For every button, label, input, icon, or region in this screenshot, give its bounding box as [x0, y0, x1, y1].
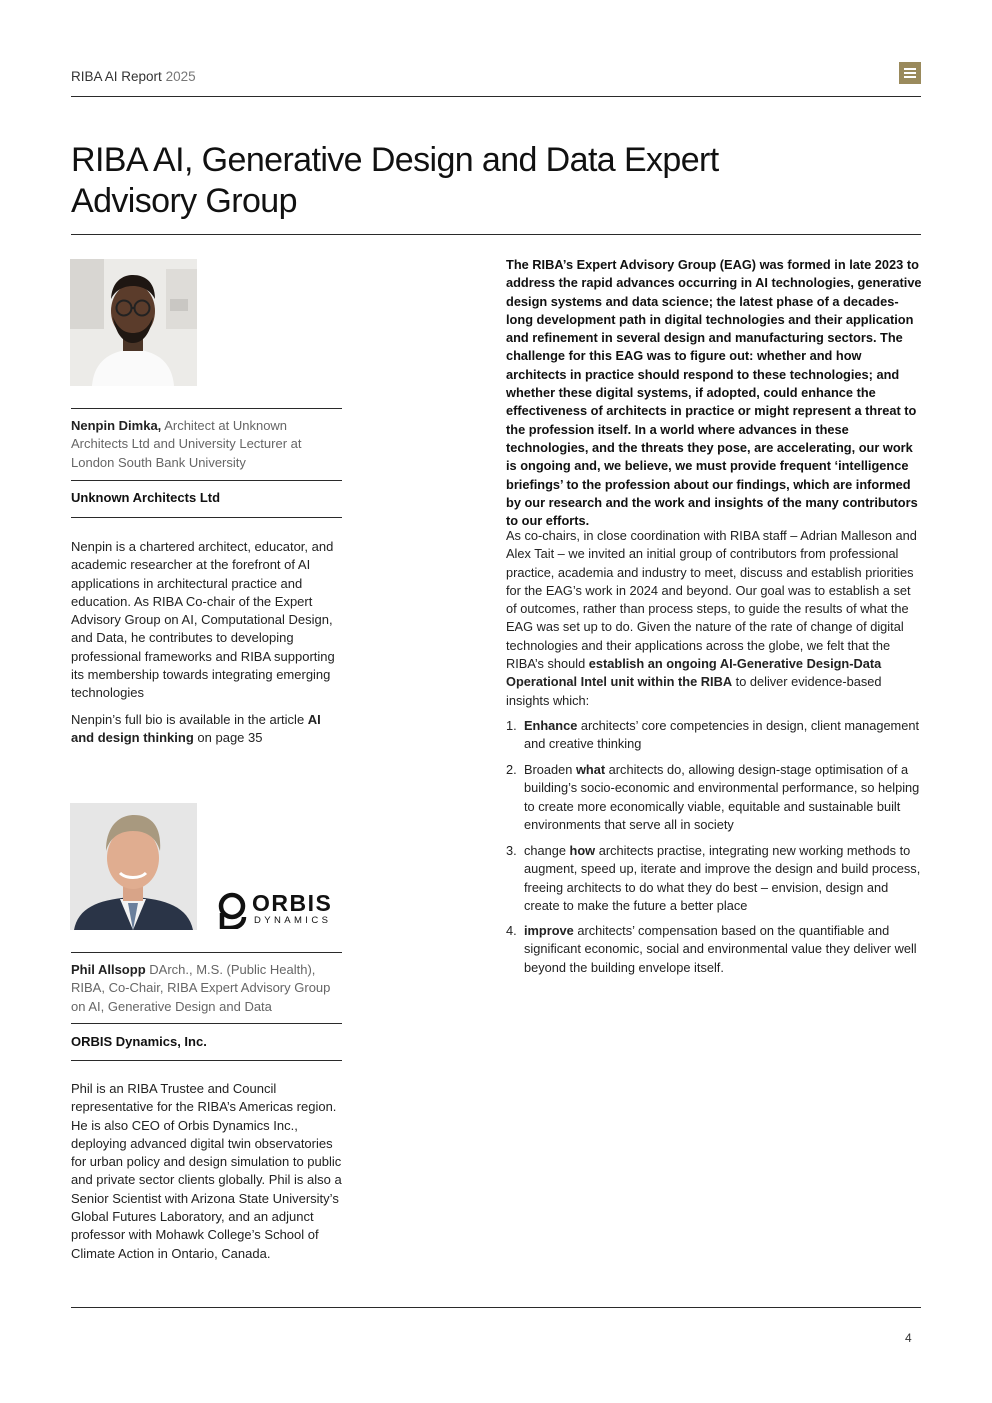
list-keyword: improve	[524, 923, 574, 938]
hamburger-menu-icon[interactable]	[899, 62, 921, 84]
list-number: 3.	[506, 843, 517, 858]
person1-bio-reference	[71, 711, 343, 748]
report-year: 2025	[165, 69, 196, 84]
page-title: RIBA AI, Generative Design and Data Expert Advisory Group	[71, 141, 719, 220]
list-text: architects do, allowing design-stage optimisation of a building’s socio-economic and environmental performance, so helping to create more economically viable, equitable and sustainable built environments that serve all in society	[524, 762, 920, 832]
orbis-dynamics-logo	[214, 890, 344, 930]
list-text: architects’ core competencies in design, client management and creative thinking	[524, 718, 920, 752]
logo-subtitle: DYNAMICS	[254, 915, 332, 926]
person2-role: DArch., M.S. (Public Health), RIBA, Co-Chair, RIBA Expert Advisory Group on AI, Generative Design and Data	[71, 962, 331, 1014]
person1-credit	[71, 417, 341, 472]
para2-bold: establish an ongoing AI-Generative Design-Data Operational Intel unit within the RIBA	[506, 656, 882, 690]
person1-divider-mid	[71, 480, 342, 481]
person2-divider-bottom	[71, 1060, 342, 1061]
logo-wordmark: ORBIS	[252, 890, 333, 916]
person2-org: ORBIS Dynamics, Inc.	[71, 1034, 207, 1049]
person1-divider-top	[71, 408, 342, 409]
list-keyword: what	[575, 762, 606, 777]
person2-name: Phil Allsopp	[71, 962, 146, 977]
para2-tail: to deliver evidence-based insights which:	[506, 674, 882, 708]
list-lead: change	[524, 843, 566, 858]
report-name: RIBA AI Report	[71, 69, 162, 84]
list-number: 4.	[506, 923, 517, 938]
person2-divider-mid	[71, 1023, 342, 1024]
person2-divider-top	[71, 952, 342, 953]
intro-paragraph: The RIBA’s Expert Advisory Group (EAG) was formed in late 2023 to address the rapid advances occurring in AI technologies, generative design systems and data science; the latest phase of a decades-long development path in digital technologies and their application and refinement in several design and manufacturing sectors. The challenge for this EAG was to figure out: whether and how architects in practice should respond to these technologies; and whether these digital systems, if adopted, could enhance the effectiveness of architects in practice or might represent a threat to the profession itself. In a world where advances in these technologies, and the threats they pose, are accelerating, our work is ongoing and, we believe, we must provide frequent ‘intelligence briefings’ to the profession about our findings, which are informed by our research and the work and insights of the many contributors to our efforts.	[506, 257, 922, 529]
bio-ref-article-link[interactable]: AI and design thinking	[71, 712, 321, 746]
bio-ref-page: on page 35	[197, 730, 263, 746]
list-keyword: how	[569, 843, 596, 858]
page-number: 4	[905, 1331, 912, 1345]
person1-divider-bottom	[71, 517, 342, 518]
bio-ref-text: Nenpin’s full bio is available in the article	[71, 712, 305, 727]
nenpin-dimka-photo	[70, 259, 197, 386]
list-lead: Broaden	[524, 762, 573, 777]
list-number: 1.	[506, 718, 517, 733]
person1-bio: Nenpin is a chartered architect, educator, and academic researcher at the forefront of AI applications in architectural practice and education. As RIBA Co-chair of the Expert Advisory Group on AI, Computational Design, and Data, he contributes to developing professional frameworks and RIBA supporting its membership towards integrating emerging technologies	[71, 539, 335, 701]
footer-divider	[71, 1307, 921, 1308]
list-keyword: Enhance	[524, 718, 578, 733]
list-text: architects’ compensation based on the quantifiable and significant economic, social and environmental value they deliver well beyond the building envelope itself.	[524, 923, 917, 975]
orbis-mark-icon	[214, 891, 250, 929]
header-divider	[71, 96, 921, 97]
list-number: 2.	[506, 762, 517, 777]
title-divider	[71, 234, 921, 235]
list-item	[506, 717, 924, 754]
running-header	[71, 69, 196, 84]
person2-bio: Phil is an RIBA Trustee and Council representative for the RIBA’s Americas region. He is also CEO of Orbis Dynamics Inc., deploying advanced digital twin observatories for urban policy and design simulation to public and private sector clients globally. Phil is also a Senior Scientist with Arizona State University’s Global Futures Laboratory, and an adjunct professor with Mohawk College’s School of Climate Action in Ontario, Canada.	[71, 1081, 342, 1261]
person1-org: Unknown Architects Ltd	[71, 490, 221, 505]
person2-credit	[71, 961, 341, 1016]
list-item	[506, 842, 924, 915]
para2-text: As co-chairs, in close coordination with RIBA staff – Adrian Malleson and Alex Tait – we invited an initial group of contributors from professional practice, academia and industry to meet, discuss and establish priorities for the EAG’s work in 2024 and beyond. Our goal was to establish a set of outcomes, rather than process steps, to guide the results of what the EAG was set up to do. Given the nature of the rate of change of digital technologies and their applications across the globe, we felt that the RIBA’s should	[506, 528, 917, 672]
list-text: architects practise, integrating new working methods to augment, speed up, iterate and improve the design and build process, freeing architects to do what they do best – envision, design and create to make the future a better place	[524, 843, 921, 913]
list-item	[506, 761, 924, 834]
phil-allsopp-photo	[70, 803, 197, 930]
person1-name: Nenpin Dimka,	[71, 418, 162, 433]
co-chairs-paragraph	[506, 527, 924, 710]
list-item	[506, 922, 924, 977]
person1-role: Architect at Unknown Architects Ltd and University Lecturer at London South Bank University	[71, 418, 302, 470]
